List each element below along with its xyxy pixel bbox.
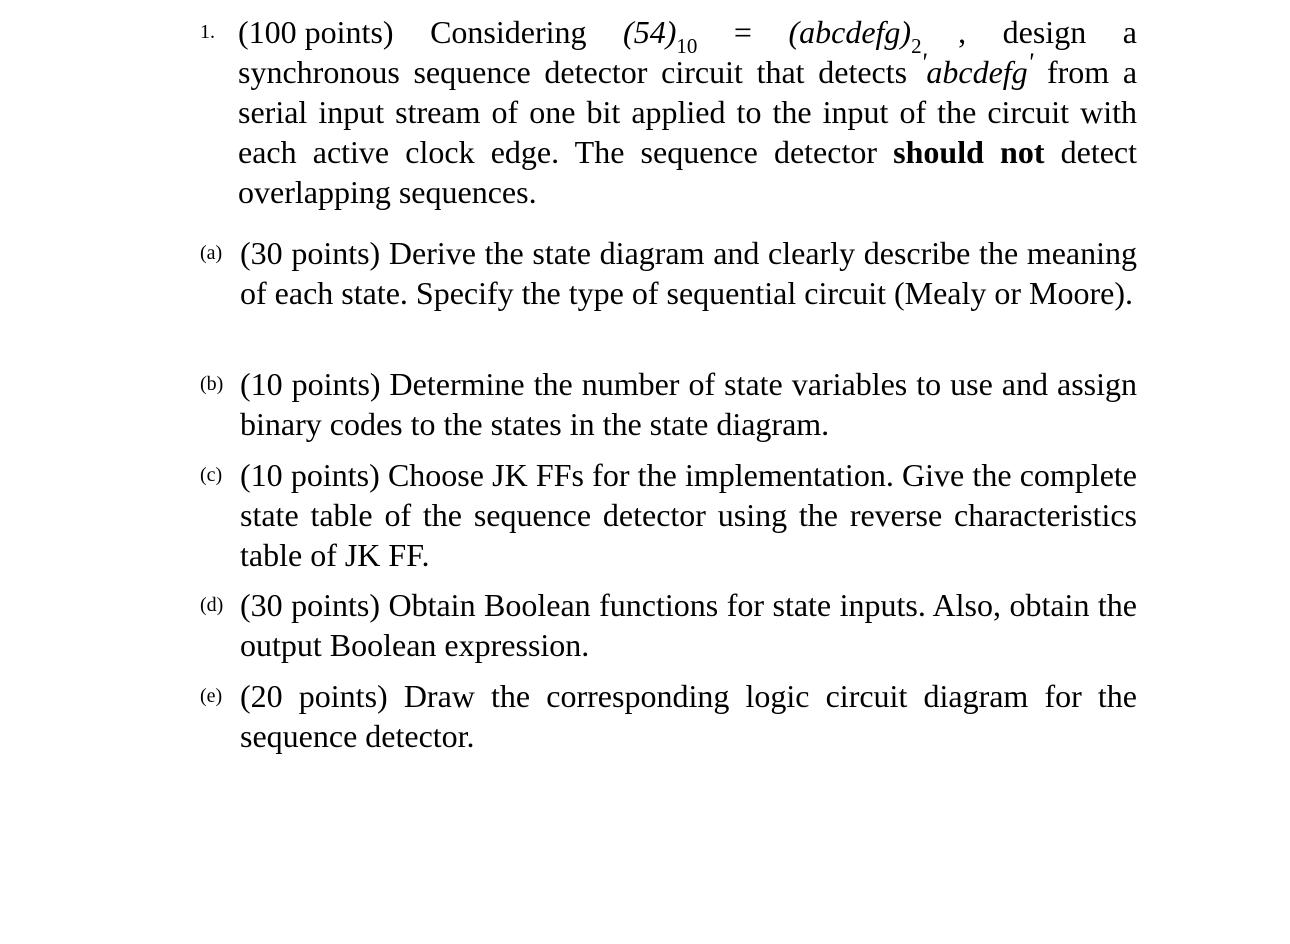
part-text: (10 points) Determine the number of state variables to use and assign binary codes to the states in the state diagram. xyxy=(240,366,1137,442)
decimal-value: (54) xyxy=(623,14,677,50)
part-text: (30 points) Derive the state diagram and clearly describe the meaning of each state. Specify the type of sequential circuit (Mealy or Moore). xyxy=(240,235,1137,311)
binary-value: (abcdefg) xyxy=(788,14,912,50)
part-a xyxy=(200,233,1137,313)
part-marker: (d) xyxy=(200,594,224,616)
emphasis-text: should not xyxy=(893,134,1045,170)
question-text-part2: from a serial input stream of one bit applied to the input of the circuit with each active clock edge. The sequence detector xyxy=(238,54,1138,170)
equals-sign: = xyxy=(733,14,752,50)
design-word: design xyxy=(1002,14,1087,50)
binary-base: 2 xyxy=(911,34,922,58)
binary-expression xyxy=(788,12,922,58)
considering-word: Considering xyxy=(430,14,587,50)
sequence-prime-close: ' xyxy=(1027,48,1034,77)
question-first-line xyxy=(238,12,1137,58)
question-1 xyxy=(200,12,1137,212)
part-text: (10 points) Choose JK FFs for the implementation. Give the complete state table of the sequence detector using the reverse characteristics table of JK FF. xyxy=(240,457,1137,573)
question-points: (100 points) xyxy=(238,14,394,50)
sequence-name: abcdefg xyxy=(926,54,1028,90)
part-marker: (a) xyxy=(200,242,223,264)
question-body xyxy=(238,12,1137,212)
part-text: (20 points) Draw the corresponding logic circuit diagram for the sequence detector. xyxy=(240,678,1137,754)
question-number: 1. xyxy=(200,21,215,43)
comma: , xyxy=(958,14,967,50)
part-text: (30 points) Obtain Boolean functions for state inputs. Also, obtain the output Boolean expression. xyxy=(240,587,1137,663)
part-d xyxy=(200,585,1137,665)
part-e xyxy=(200,676,1137,756)
sequence-prime-open: ' xyxy=(920,48,927,77)
part-marker: (e) xyxy=(200,685,223,707)
part-marker: (b) xyxy=(200,373,224,395)
part-c xyxy=(200,455,1137,575)
decimal-expression xyxy=(623,12,698,58)
article-word: a xyxy=(1122,14,1137,50)
part-b xyxy=(200,364,1137,444)
question-text-part1: synchronous sequence detector circuit that detects xyxy=(238,54,908,90)
decimal-base: 10 xyxy=(676,34,698,58)
question-text-part3: detect overlapping sequences. xyxy=(238,134,1138,210)
part-marker: (c) xyxy=(200,464,223,486)
